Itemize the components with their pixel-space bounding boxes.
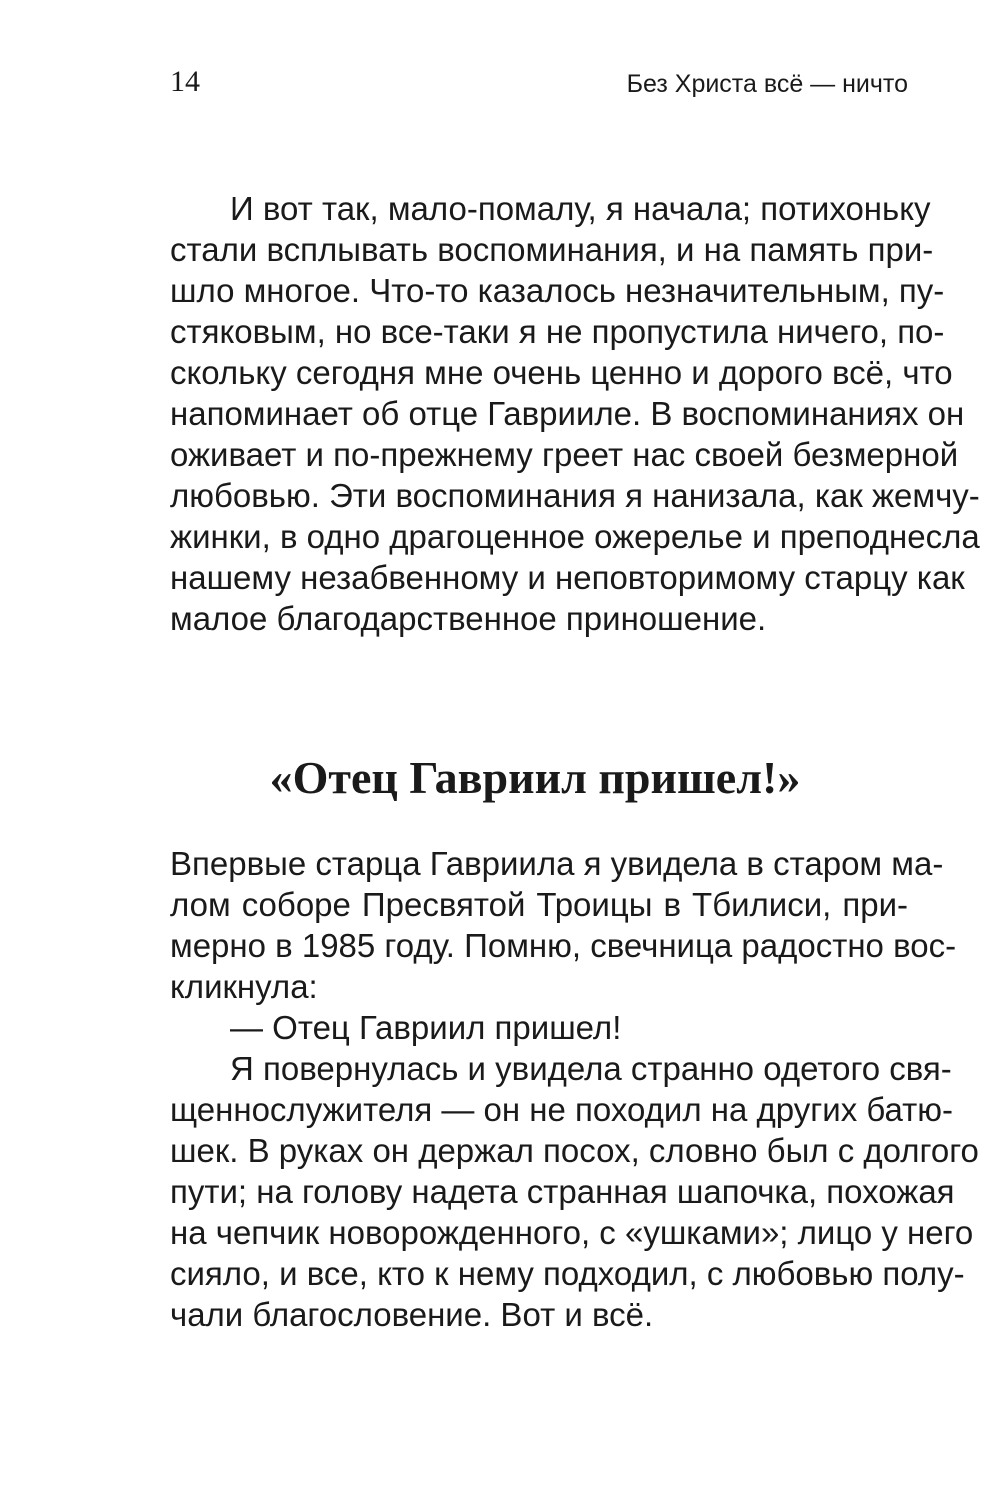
text-line: стяковым, но все-таки я не пропустила ничего, по- (170, 313, 945, 350)
text-line: стали всплывать воспоминания, и на память при- (170, 231, 934, 268)
text-line: шек. В руках он держал посох, словно был с долгого (170, 1132, 979, 1169)
section-heading: «Отец Гавриил пришел!» (269, 752, 801, 803)
text-line: щеннослужителя — он не походил на других батю- (170, 1091, 953, 1128)
text-line: пути; на голову надета странная шапочка, похожая (170, 1173, 955, 1210)
text-line: на чепчик новорожденного, с «ушками»; лицо у него (170, 1214, 974, 1251)
running-title: Без Христа всё — ничто (626, 70, 908, 98)
text-line: оживает и по-прежнему греет нас своей безмерной (170, 436, 959, 473)
text-line: напоминает об отце Гаврииле. В воспоминаниях он (170, 395, 965, 432)
text-line: сияло, и все, кто к нему подходил, с любовью полу- (170, 1255, 965, 1292)
text-line: любовью. Эти воспоминания я нанизала, как жемчу- (170, 477, 980, 514)
text-line: Я повернулась и увидела странно одетого свя- (230, 1050, 952, 1087)
intro-paragraph (170, 188, 980, 639)
text-line: малое благодарственное приношение. (170, 600, 767, 637)
text-line: скольку сегодня мне очень ценно и дорого всё, что (170, 354, 953, 391)
text-line: шло многое. Что-то казалось незначительным, пу- (170, 272, 945, 309)
text-line: лом соборе Пресвятой Троицы в Тбилиси, при- (170, 886, 908, 923)
dialogue-line: — Отец Гавриил пришел! (230, 1009, 622, 1046)
section-paragraph (170, 843, 979, 1335)
page-number: 14 (170, 65, 200, 98)
text-line: кликнула: (170, 968, 318, 1005)
text-line: чали благословение. Вот и всё. (170, 1296, 654, 1333)
text-line: И вот так, мало-помалу, я начала; потихоньку (230, 190, 931, 227)
text-line: нашему незабвенному и неповторимому старцу как (170, 559, 965, 596)
text-line: жинки, в одно драгоценное ожерелье и преподнесла (170, 518, 980, 555)
text-line: Впервые старца Гавриила я увидела в старом ма- (170, 845, 944, 882)
text-line: мерно в 1985 году. Помню, свечница радостно вос- (170, 927, 957, 964)
